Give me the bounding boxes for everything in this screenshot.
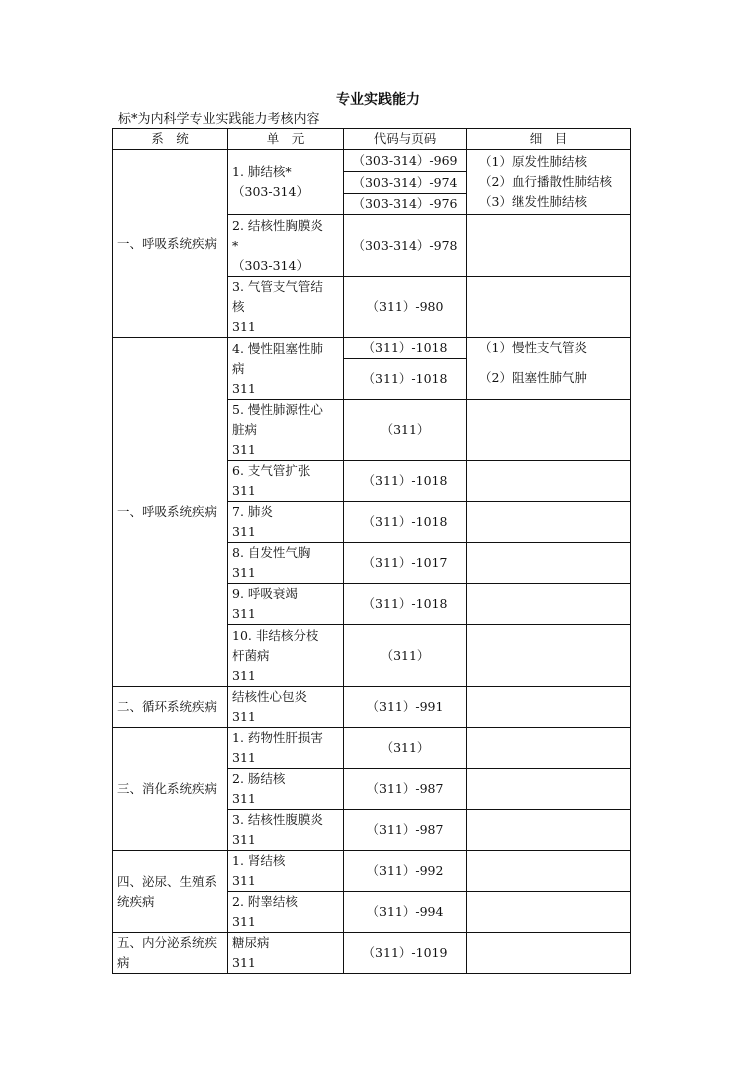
code-cell: [344, 338, 467, 400]
unit-line: 9. 呼吸衰竭: [232, 586, 298, 601]
code-cell: （311）-1018: [344, 461, 467, 502]
system-line: 四、泌尿、生殖系: [117, 873, 218, 889]
code-cell: （311）-987: [344, 769, 467, 810]
unit-line: *: [232, 237, 239, 253]
table-row: [113, 338, 631, 400]
unit-line: 311: [232, 709, 256, 724]
table-note: 标*为内科学专业实践能力考核内容: [118, 112, 320, 127]
unit-line: 10. 非结核分枝: [232, 627, 319, 643]
unit-cell: [228, 215, 344, 277]
header-unit: 单 元: [228, 129, 344, 150]
unit-cell: [228, 150, 344, 215]
unit-cell: [228, 338, 344, 400]
unit-line: 1. 肾结核: [232, 853, 286, 868]
unit-cell: [228, 892, 344, 933]
detail-cell: [467, 892, 631, 933]
unit-cell: [228, 769, 344, 810]
unit-line: 3. 结核性腹膜炎: [232, 812, 323, 827]
table-row: [113, 728, 631, 769]
detail-cell: [467, 215, 631, 277]
code-cell: （311）-992: [344, 851, 467, 892]
detail-cell: [467, 338, 631, 400]
code-cell: （311）: [344, 625, 467, 687]
system-line: 统疾病: [117, 893, 155, 909]
code-cell: （303-314）-978: [344, 215, 467, 277]
system-line: 病: [117, 955, 130, 970]
header-system: 系 统: [113, 129, 228, 150]
unit-line: 311: [232, 442, 256, 457]
detail-cell: [467, 851, 631, 892]
unit-line: 311: [232, 524, 256, 539]
code-cell: （311）-1018: [344, 502, 467, 543]
system-cell: 二、循环系统疾病: [113, 687, 228, 728]
unit-cell: [228, 400, 344, 461]
page-title: 专业实践能力: [336, 92, 420, 108]
unit-line: 311: [232, 380, 256, 396]
detail-cell: [467, 277, 631, 338]
detail-item: （2）血行播散性肺结核: [479, 174, 612, 189]
unit-cell: [228, 584, 344, 625]
unit-cell: [228, 687, 344, 728]
unit-line: 311: [232, 955, 256, 970]
unit-line: 8. 自发性气胸: [232, 545, 311, 560]
unit-cell: [228, 277, 344, 338]
unit-cell: [228, 502, 344, 543]
unit-line: 311: [232, 914, 256, 929]
unit-line: 311: [232, 565, 256, 580]
detail-cell: [467, 933, 631, 974]
unit-line: （303-314）: [232, 184, 309, 199]
unit-cell: [228, 461, 344, 502]
detail-cell: [467, 810, 631, 851]
detail-cell: [467, 543, 631, 584]
detail-cell: [467, 769, 631, 810]
detail-cell: [467, 584, 631, 625]
code-cell: （311）-1019: [344, 933, 467, 974]
code-cell: [344, 150, 467, 215]
code-cell: （311）-994: [344, 892, 467, 933]
detail-cell: [467, 150, 631, 215]
unit-cell: [228, 543, 344, 584]
code-cell: （311）-987: [344, 810, 467, 851]
system-cell: [113, 933, 228, 974]
unit-line: 病: [232, 360, 245, 376]
unit-line: 311: [232, 873, 256, 888]
detail-cell: [467, 728, 631, 769]
header-detail: 细 目: [467, 129, 631, 150]
code-item: （303-314）-969: [352, 152, 458, 168]
unit-line: 1. 药物性肝损害: [232, 730, 323, 745]
detail-cell: [467, 461, 631, 502]
unit-line: 3. 气管支气管结: [232, 279, 323, 294]
unit-line: 杆菌病: [232, 647, 270, 663]
detail-cell: [467, 625, 631, 687]
code-cell: （311）: [344, 728, 467, 769]
unit-line: 311: [232, 832, 256, 847]
table-row: [113, 851, 631, 892]
detail-item: （1）原发性肺结核: [479, 154, 587, 169]
system-cell: 三、消化系统疾病: [113, 728, 228, 851]
detail-item: （2）阻塞性肺气肿: [479, 370, 587, 385]
table-header-row: [113, 129, 631, 150]
system-cell: [113, 851, 228, 933]
code-cell: （311）-1018: [344, 584, 467, 625]
table-row: [113, 687, 631, 728]
code-cell: （311）-1017: [344, 543, 467, 584]
unit-line: 311: [232, 750, 256, 765]
detail-cell: [467, 502, 631, 543]
detail-cell: [467, 400, 631, 461]
system-cell: 一、呼吸系统疾病: [113, 150, 228, 338]
unit-line: 脏病: [232, 422, 258, 437]
table-row: [113, 150, 631, 215]
system-line: 五、内分泌系统疾: [117, 935, 218, 950]
detail-item: （1）慢性支气管炎: [479, 340, 587, 355]
unit-line: 311: [232, 667, 256, 683]
unit-line: 7. 肺炎: [232, 504, 273, 519]
unit-cell: [228, 933, 344, 974]
code-cell: （311）-991: [344, 687, 467, 728]
detail-cell: [467, 687, 631, 728]
unit-cell: [228, 728, 344, 769]
detail-item: （3）继发性肺结核: [479, 194, 587, 209]
unit-line: 糖尿病: [232, 935, 270, 950]
table-row: [113, 933, 631, 974]
code-cell: （311）-980: [344, 277, 467, 338]
unit-line: 4. 慢性阻塞性肺: [232, 340, 323, 356]
unit-cell: [228, 625, 344, 687]
system-cell: 一、呼吸系统疾病: [113, 338, 228, 687]
unit-line: 311: [232, 791, 256, 806]
unit-line: 1. 肺结核*: [232, 164, 292, 179]
code-item: （311）-1018: [362, 340, 448, 355]
unit-line: 2. 结核性胸膜炎: [232, 217, 323, 233]
syllabus-table: [112, 128, 631, 974]
unit-line: （303-314）: [232, 257, 309, 273]
unit-cell: [228, 810, 344, 851]
unit-line: 6. 支气管扩张: [232, 463, 311, 478]
code-item: （311）-1018: [344, 358, 466, 399]
unit-line: 311: [232, 606, 256, 621]
code-cell: （311）: [344, 400, 467, 461]
unit-line: 2. 附睾结核: [232, 894, 298, 909]
code-item: （303-314）-974: [344, 171, 466, 193]
header-code-page: 代码与页码: [344, 129, 467, 150]
code-item: （303-314）-976: [344, 193, 466, 214]
unit-cell: [228, 851, 344, 892]
unit-line: 311: [232, 319, 256, 334]
unit-line: 核: [232, 299, 245, 314]
unit-line: 结核性心包炎: [232, 689, 308, 704]
unit-line: 311: [232, 483, 256, 498]
unit-line: 2. 肠结核: [232, 771, 286, 786]
unit-line: 5. 慢性肺源性心: [232, 402, 323, 417]
